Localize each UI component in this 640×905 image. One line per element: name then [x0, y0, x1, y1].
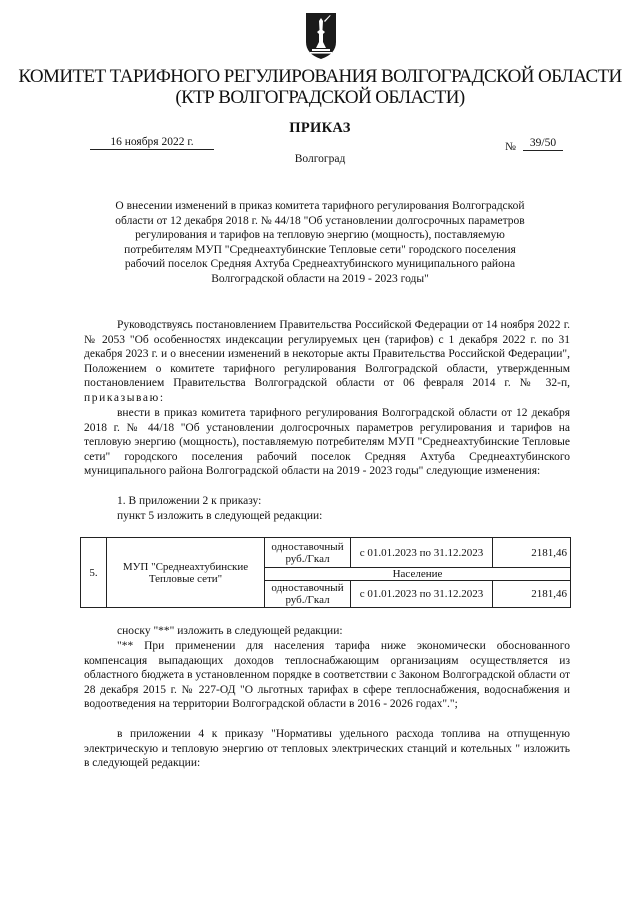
period-cell: с 01.01.2023 по 31.12.2023 — [351, 581, 493, 608]
order-paragraph: внести в приказ комитета тарифного регулирования Волгоградской области от 12 декабря 2018 г. № 44/18 "Об установлении долгосрочных параметров регулирования и тарифов на тепловую энергию (мощность), поставляемую потребителям МУП "Среднеахтубинские Тепловые сети" городского поселения рабочий поселок Средняя Ахтуба Среднеахтубинского муниципального района Волгоградской области на 2019 - 2023 годы" следующие изменения: — [84, 407, 570, 478]
value-cell: 2181,46 — [493, 538, 571, 568]
organization-name-line: КОМИТЕТ ТАРИФНОГО РЕГУЛИРОВАНИЯ ВОЛГОГРАДСКОЙ ОБЛАСТИ — [18, 66, 622, 87]
preamble-text: Руководствуясь постановлением Правительства Российской Федерации от 14 ноября 2022 г. № 2053 "Об особенностях индексации регулируемых цен (тарифов) с 1 декабря 2022 г. по 31 декабря 2023 г. и о внесении изменений в некоторые акты Правительства Российской Федерации", Положением о комитете тарифного регулирования Волгоградской области, утвержденным постановлением Правительства Волгоградской области от 06 февраля 2014 г. № 32-п, — [84, 319, 570, 390]
row-number-cell: 5. — [81, 538, 107, 608]
item-1-paragraph: 1. В приложении 2 к приказу: — [117, 495, 262, 507]
document-subject — [82, 199, 558, 287]
preamble-paragraph — [84, 318, 570, 406]
subject-line: О внесении изменений в приказ комитета тарифного регулирования Волгоградской — [115, 200, 525, 212]
tariff-type-cell: одноставочный руб./Гкал — [265, 538, 351, 568]
organization-cell: МУП "Среднеахтубинские Тепловые сети" — [107, 538, 265, 608]
organization-abbreviation-line: (КТР ВОЛГОГРАДСКОЙ ОБЛАСТИ) — [175, 87, 465, 108]
tariff-table — [80, 537, 571, 608]
item-1-sub-paragraph: пункт 5 изложить в следующей редакции: — [117, 510, 323, 522]
document-number-label: № — [505, 141, 516, 153]
subject-line: регулирования и тарифов на тепловую энергию (мощность), поставляемую — [135, 229, 505, 242]
subject-line: потребителям МУП "Среднеахтубинские Тепловые сети" городского поселения — [124, 243, 516, 256]
prikazyvayu-word: приказываю: — [84, 391, 165, 404]
table-row — [81, 538, 571, 568]
footnote-text-paragraph: "** При применении для населения тарифа ниже экономически обоснованного компенсация выпадающих доходов теплоснабжающим организациям осуществляется из областного бюджета в установленном порядке в соответствии с Законом Волгоградской области от 28 декабря 2015 г. № 227-ОД "О льготных тарифах в сфере теплоснабжения, водоснабжения и водоотведения на территории Волгоградской области в 2016 - 2026 годах"."; — [84, 640, 570, 711]
tariff-type-cell: одноставочный руб./Гкал — [265, 581, 351, 608]
item-2-paragraph: в приложении 4 к приказу "Нормативы удельного расхода топлива на отпущенную электрическую и тепловую энергию от тепловых электрических станций и котельных " изложить в следующей редакции: — [84, 728, 570, 770]
organization-title — [0, 66, 640, 108]
document-number: 39/50 — [523, 137, 563, 151]
subject-line: Волгоградской области на 2019 - 2023 годы" — [211, 272, 429, 285]
population-cell: Население — [265, 568, 571, 581]
footnote-intro-paragraph: сноску "**" изложить в следующей редакции: — [117, 625, 343, 637]
subject-line: рабочий поселок Средняя Ахтуба Среднеахтубинского муниципального района — [124, 258, 516, 271]
value-cell: 2181,46 — [493, 581, 571, 608]
subject-line: области от 12 декабря 2018 г. № 44/18 "Об установлении долгосрочных параметров — [115, 214, 525, 227]
document-type-heading: ПРИКАЗ — [289, 120, 351, 136]
document-date: 16 ноября 2022 г. — [90, 136, 214, 150]
volgograd-emblem-icon — [305, 12, 337, 60]
period-cell: с 01.01.2023 по 31.12.2023 — [351, 538, 493, 568]
document-city: Волгоград — [294, 153, 346, 165]
